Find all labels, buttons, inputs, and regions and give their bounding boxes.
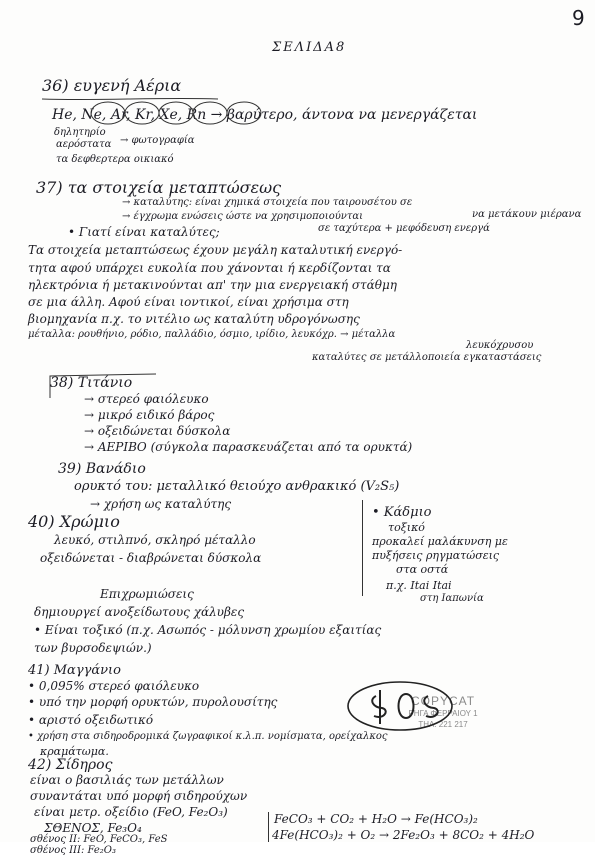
section-42-line3: είναι μετρ. οξείδιο (FeO, Fe₂O₃)	[34, 805, 228, 819]
section-37-p1: Τα στοιχεία μεταπτώσεως έχουν μεγάλη καταλυτική ενεργό-	[28, 243, 403, 257]
section-41-line1: • 0,095% στερεό φαιόλευκο	[28, 679, 200, 693]
section-38-line1: → στερεό φαιόλευκο	[84, 392, 209, 406]
cadmium-line1: τοξικό	[388, 521, 425, 534]
section-40-line2: οξειδώνεται - διαβρώνεται δύσκολα	[40, 551, 262, 565]
section-37-heading: 37) τα στοιχεία μεταπτώσεως	[36, 178, 282, 197]
section-41-heading: 41) Μαγγάνιο	[28, 663, 121, 678]
page-number: 9	[572, 6, 585, 30]
section-39-line1: ορυκτό του: μεταλλικό θειούχο ανθρακικό (V₂S₅)	[74, 479, 400, 494]
section-38-line2: → μικρό ειδικό βάρος	[84, 408, 215, 422]
cadmium-line2: προκαλεί μαλάκυνση με	[372, 535, 508, 548]
stamp-phone: ΤΗΛ. 221 217	[418, 720, 468, 729]
section-42-line4: ΣΘΕΝΟΣ, Fe₃O₄	[44, 821, 142, 835]
section-38-heading: 38) Τιτάνιο	[50, 375, 133, 391]
stamp-address: ΡΗΓΑ ΦΕΡΡΑΙΟΥ 1	[408, 709, 478, 718]
section-37-p5: βιομηχανία π.χ. το νιτέλιο ως καταλύτη υδρογόνωσης	[28, 312, 360, 326]
section-41-line5: κραμάτωμα.	[40, 745, 109, 758]
section-38-line4: → ΑΕΡΙΒΟ (σύγκολα παρασκευάζεται από τα ορυκτά)	[84, 440, 413, 454]
section-39-heading: 39) Βανάδιο	[58, 461, 146, 477]
section-41-line3: • αριστό οξειδωτικό	[28, 713, 154, 727]
section-37-p7: καταλύτες σε μετάλλοποιεία εγκαταστάσεις	[312, 352, 542, 363]
section-40-line1: λευκό, στιλπνό, σκληρό μέταλλο	[54, 533, 256, 547]
section-42-line5: σθένος II: FeO, FeCO₃, FeS	[30, 834, 168, 845]
section-38-line3: → οξειδώνεται δύσκολα	[84, 424, 231, 438]
section-36-heading: 36) ευγενή Αέρια	[42, 76, 182, 95]
cadmium-line4: στα οστά	[396, 563, 449, 576]
section-37-p2: τητα αφού υπάρχει ευκολία που χάνονται ή κερδίζονται τα	[28, 261, 391, 275]
section-37-bullet: • Γιατί είναι καταλύτες;	[68, 225, 220, 239]
section-42-line1: είναι ο βασιλιάς των μετάλλων	[30, 773, 224, 787]
stamp-name: COPYCAT	[410, 694, 476, 708]
cadmium-line3: πυξήσεις ρηγματώσεις	[372, 549, 500, 562]
cadmium-line6: στη Ιαπωνία	[420, 593, 484, 604]
box-divider	[362, 500, 363, 596]
section-40-heading: 40) Χρώμιο	[28, 512, 120, 531]
iron-equation-1: FeCO₃ + CO₂ + H₂O → Fe(HCO₃)₂	[274, 812, 478, 826]
section-37-arrow2b: σε ταχύτερα + μεφόδευση ενεργά	[318, 223, 490, 234]
section-41-line4: • χρήση στα σιδηροδρομικά ζωγραφικοί κ.λ.π. νομίσματα, ορείχαλκος	[28, 731, 388, 742]
section-37-p6: μέταλλα: ρουθήνιο, ρόδιο, παλλάδιο, όσμιο, ιρίδιο, λευκόχρ. → μέταλλα	[28, 329, 396, 340]
cadmium-heading: • Κάδμιο	[372, 505, 432, 520]
page-tag: ΣΕΛΙΔΑ8	[272, 40, 347, 55]
section-41-line2: • υπό την μορφή ορυκτών, πυρολουσίτης	[28, 695, 278, 709]
section-36-note1: δηλητηρίο	[54, 127, 106, 138]
section-36-note4: τα δεφθερτερα οικιακό	[56, 154, 174, 165]
section-37-p3: ηλεκτρόνια ή μετακινούνται απ' την μια ενεργειακή στάθμη	[28, 278, 397, 292]
element-circles	[90, 100, 280, 126]
section-37-arrow2: → έγχρωμα ενώσεις ώστε να χρησιμοποιούνται	[122, 211, 364, 222]
section-42-heading: 42) Σίδηρος	[28, 757, 113, 773]
section-42-line2: συναντάται υπό μορφή σιδηρούχων	[30, 789, 248, 803]
section-36-note3: → φωτογραφία	[120, 135, 195, 146]
section-36-elements: He, Ne, Ar, Kr, Xe, Rn → βαρύτερο, άντονα να μενεργάζεται	[52, 107, 478, 123]
section-42-line6: σθένος III: Fe₂O₃	[30, 845, 117, 856]
section-37-arrow1b: να μετάκουν μιέρανα	[472, 209, 582, 220]
cadmium-line5: π.χ. Itai Itai	[386, 579, 452, 592]
section-40-line5: • Είναι τοξικό (π.χ. Ασωπός - μόλυνση χρωμίου εξαιτίας	[34, 623, 382, 637]
section-39-line2: → χρήση ως καταλύτης	[90, 497, 232, 511]
section-40-line4: δημιουργεί ανοξείδωτους χάλυβες	[34, 605, 245, 619]
scribble-circle-doodle	[344, 678, 456, 734]
section-40-line6: των βυρσοδεψιών.)	[34, 641, 152, 655]
equation-divider	[268, 812, 269, 842]
iron-equation-2: 4Fe(HCO₃)₂ + O₂ → 2Fe₂O₃ + 8CO₂ + 4H₂O	[272, 828, 535, 842]
section-36-note2: αερόστατα	[56, 139, 112, 150]
section-37-p6b: λευκόχρυσου	[466, 340, 534, 351]
section-37-p4: σε μια άλλη. Αφού είναι ιοντικοί, είναι χρήσιμα στη	[28, 295, 349, 309]
section-40-line3: Επιχρωμιώσεις	[100, 587, 194, 601]
section-37-arrow1: → καταλύτης: είναι χημικά στοιχεία που ταιρουσέτου σε	[122, 197, 413, 208]
